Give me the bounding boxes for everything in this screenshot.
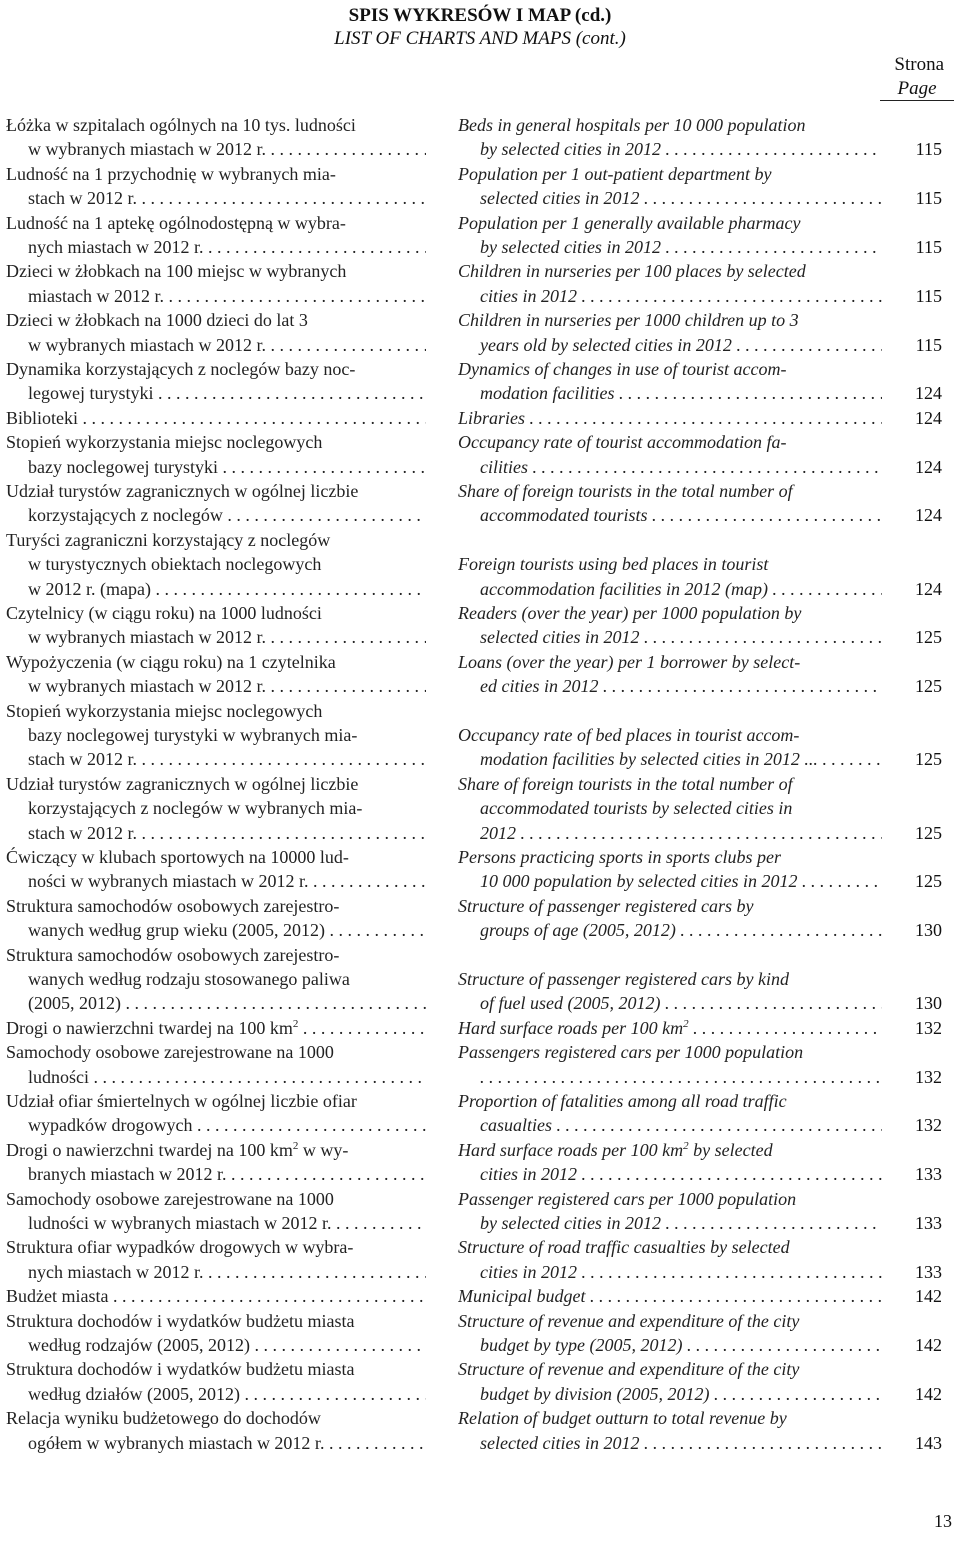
entry-title-polish: [6, 211, 426, 260]
entry-page-number: 132: [915, 1066, 942, 1087]
entry-line-polish: Udział turystów zagranicznych w ogólnej liczbie: [6, 773, 359, 794]
entry-line-polish: Biblioteki . . .: [6, 406, 426, 430]
page-titles: [0, 4, 960, 50]
entry-page-number: 115: [915, 285, 942, 306]
entry-line-polish: w wybranych miastach w 2012 r. . . .: [6, 137, 426, 161]
entry-line-english: Structure of revenue and expenditure of the city: [458, 1359, 800, 1380]
entry-page-number: 132: [915, 1017, 942, 1038]
entry-line-polish: w wybranych miastach w 2012 r. . . .: [6, 674, 426, 698]
entry-line-polish: Struktura samochodów osobowych zarejestro-: [6, 944, 340, 965]
entry-line-polish: Ludność na 1 przychodnię w wybranych mia-: [6, 163, 336, 184]
entry-page-number: 125: [915, 749, 942, 770]
entry-line-english: Relation of budget outturn to total revenue by: [458, 1408, 787, 1429]
entry-line-english: Persons practicing sports in sports clubs per: [458, 847, 782, 867]
entry-line-english: Share of foreign tourists in the total number of: [458, 773, 793, 794]
entry-line-polish: Struktura dochodów i wydatków budżetu miasta: [6, 1310, 355, 1331]
toc-entry[interactable]: [6, 1357, 950, 1406]
entry-line-english: Beds in general hospitals per 10 000 population: [458, 115, 806, 135]
entry-line-english: [458, 943, 882, 967]
toc-entry[interactable]: [6, 1138, 950, 1187]
toc-entry[interactable]: [6, 1089, 950, 1138]
toc-entry[interactable]: [6, 357, 950, 406]
entry-line-polish: Drogi o nawierzchni twardej na 100 $km^2$ . . .: [6, 1016, 426, 1040]
toc-entry[interactable]: [6, 699, 950, 772]
entry-line-english: 2012 . . .: [458, 821, 882, 845]
entry-title-polish: [6, 845, 426, 894]
entry-page-number: 133: [915, 1212, 942, 1233]
entry-line-english: by selected cities in 2012 . . .: [458, 1211, 882, 1235]
entry-line-polish: Relacja wyniku budżetowego do dochodów: [6, 1408, 321, 1429]
toc-entry[interactable]: [6, 430, 950, 479]
entry-line-english: modation facilities by selected cities in 2012 ... . . .: [458, 747, 882, 771]
entry-title-polish: [6, 650, 426, 699]
entry-line-polish: ludności . . .: [6, 1065, 426, 1089]
entry-line-polish: Wypożyczenia (w ciągu roku) na 1 czytelnika: [6, 651, 336, 672]
entry-line-english: Structure of road traffic casualties by selected: [458, 1237, 790, 1258]
entry-line-polish: Turyści zagraniczni korzystający z noclegów: [6, 529, 331, 550]
entry-title-english: [458, 894, 882, 943]
entry-line-english: selected cities in 2012 . . .: [458, 625, 882, 649]
entry-line-polish: Struktura dochodów i wydatków budżetu miasta: [6, 1359, 355, 1380]
entry-page-number: 130: [915, 993, 942, 1014]
entry-line-polish: wypadków drogowych . . .: [6, 1113, 426, 1137]
entry-line-polish: nych miastach w 2012 r. . . .: [6, 1260, 426, 1284]
title-english: LIST OF CHARTS AND MAPS (cont.): [334, 28, 626, 49]
entry-line-polish: Udział ofiar śmiertelnych w ogólnej liczbie ofiar: [6, 1091, 357, 1111]
entry-line-polish: Dzieci w żłobkach na 1000 dzieci do lat 3: [6, 310, 308, 331]
entry-line-polish: Dynamika korzystających z noclegów bazy noc-: [6, 359, 356, 379]
entry-title-polish: [6, 1016, 426, 1040]
entry-title-english: [458, 650, 882, 699]
entry-title-english: [458, 1235, 882, 1284]
entry-line-english: Proportion of fatalities among all road traffic: [458, 1091, 787, 1111]
entry-title-polish: [6, 1089, 426, 1138]
entry-title-english: [458, 1406, 882, 1455]
entry-line-english: modation facilities . . .: [458, 381, 882, 405]
entry-line-english: Municipal budget . . .: [458, 1284, 882, 1308]
entry-title-polish: [6, 943, 426, 1016]
entry-line-english: Population per 1 generally available pharmacy: [458, 212, 801, 233]
entry-title-polish: [6, 259, 426, 308]
entry-title-polish: [6, 1284, 426, 1308]
entry-line-polish: Stopień wykorzystania miejsc noclegowych: [6, 700, 323, 721]
entry-line-english: Children in nurseries per 1000 children up to 3: [458, 310, 799, 331]
entry-page-number: 130: [915, 920, 942, 941]
entry-page-number: 115: [915, 188, 942, 209]
toc-entry[interactable]: [6, 894, 950, 943]
entry-page-number: 115: [915, 334, 942, 355]
entry-title-polish: [6, 308, 426, 357]
entry-title-english: [458, 772, 882, 845]
title-polish: SPIS WYKRESÓW I MAP (cd.): [348, 5, 612, 26]
entry-line-polish: wanych według grup wieku (2005, 2012) . . .: [6, 918, 426, 942]
entry-line-polish: Budżet miasta . . .: [6, 1284, 426, 1308]
entry-line-english: Readers (over the year) per 1000 population by: [458, 603, 802, 623]
entry-title-polish: [6, 113, 426, 162]
entry-title-polish: [6, 406, 426, 430]
toc-entry[interactable]: [6, 1284, 950, 1308]
entry-line-polish: Udział turystów zagranicznych w ogólnej liczbie: [6, 481, 359, 501]
entry-line-english: Children in nurseries per 100 places by selected: [458, 261, 806, 282]
entry-line-polish: według rodzajów (2005, 2012) . . .: [6, 1333, 426, 1357]
toc-entry[interactable]: [6, 113, 950, 162]
entry-line-english: by selected cities in 2012 . . .: [458, 235, 882, 259]
entry-title-polish: [6, 528, 426, 601]
entry-title-english: [458, 1357, 882, 1406]
entry-title-english: [458, 1309, 882, 1358]
entry-title-polish: [6, 699, 426, 772]
entry-line-english: [458, 1065, 882, 1089]
entry-page-number: 142: [915, 1286, 942, 1307]
entry-line-english: cities in 2012 . . .: [458, 1260, 882, 1284]
column-header-page: Page: [880, 78, 954, 101]
entry-line-polish: ludności w wybranych miastach w 2012 r. . . .: [6, 1211, 426, 1235]
toc-entry[interactable]: [6, 601, 950, 650]
entry-line-english: [458, 699, 882, 723]
entry-page-number: 125: [915, 627, 942, 648]
entry-title-english: [458, 1089, 882, 1138]
entry-title-polish: [6, 772, 426, 845]
entry-line-polish: miastach w 2012 r. . . .: [6, 284, 426, 308]
entry-line-english: Structure of revenue and expenditure of the city: [458, 1310, 800, 1331]
entry-line-polish: korzystających z noclegów w wybranych mia-: [28, 798, 363, 819]
entry-line-english: Dynamics of changes in use of tourist accom-: [458, 359, 787, 379]
entry-page-number: 115: [915, 236, 942, 257]
entry-line-english: Hard surface roads per 100 $km^2$ . . .: [458, 1016, 882, 1040]
entry-line-polish: ogółem w wybranych miastach w 2012 r. . . .: [6, 1431, 426, 1455]
entry-title-polish: [6, 1235, 426, 1284]
toc-entry[interactable]: [6, 1187, 950, 1236]
entry-line-polish: Czytelnicy (w ciągu roku) na 1000 ludności: [6, 603, 322, 623]
toc-entry[interactable]: [6, 1040, 950, 1089]
entry-line-polish: stach w 2012 r. . . .: [6, 821, 426, 845]
entry-line-english: Hard surface roads per 100 $km^2$ by selected: [458, 1139, 773, 1160]
entry-line-english: by selected cities in 2012 . . .: [458, 137, 882, 161]
toc-entry[interactable]: [6, 308, 950, 357]
entry-title-polish: [6, 1138, 426, 1187]
entry-title-english: [458, 259, 882, 308]
entry-title-english: [458, 845, 882, 894]
entry-title-polish: [6, 357, 426, 406]
entry-title-polish: [6, 1187, 426, 1236]
entry-title-english: [458, 479, 882, 528]
entry-page-number: 142: [915, 1383, 942, 1404]
entry-line-polish: w wybranych miastach w 2012 r. . . .: [6, 333, 426, 357]
entry-page-number: 124: [915, 383, 942, 404]
page-number: 13: [934, 1511, 952, 1531]
entry-title-polish: [6, 1406, 426, 1455]
entry-line-polish: w 2012 r. (mapa) . . .: [6, 577, 426, 601]
toc-entry[interactable]: [6, 479, 950, 528]
entry-line-english: [458, 528, 882, 552]
toc-entry[interactable]: [6, 1235, 950, 1284]
entry-line-polish: Dzieci w żłobkach na 100 miejsc w wybranych: [6, 261, 347, 282]
entry-title-polish: [6, 1309, 426, 1358]
entry-line-polish: bazy noclegowej turystyki . . .: [6, 455, 426, 479]
entry-line-polish: Struktura ofiar wypadków drogowych w wybra-: [6, 1237, 354, 1258]
entry-line-english: Occupancy rate of bed places in tourist accom-: [458, 725, 800, 745]
entry-title-english: [458, 943, 882, 1016]
entry-line-english: selected cities in 2012 . . .: [458, 186, 882, 210]
entry-line-english: budget by division (2005, 2012) . . .: [458, 1382, 882, 1406]
entry-line-polish: legowej turystyki . . .: [6, 381, 426, 405]
entry-line-polish: Samochody osobowe zarejestrowane na 1000: [6, 1188, 334, 1209]
entry-title-english: [458, 308, 882, 357]
toc-entry[interactable]: [6, 650, 950, 699]
toc-entry[interactable]: [6, 162, 950, 211]
entry-line-english: accommodated tourists by selected cities in: [480, 798, 793, 819]
entry-title-polish: [6, 430, 426, 479]
entry-line-polish: Struktura samochodów osobowych zarejestro-: [6, 895, 340, 916]
column-header-strona: Strona: [894, 54, 944, 75]
entry-page-number: 125: [915, 822, 942, 843]
entry-line-english: cities in 2012 . . .: [458, 1162, 882, 1186]
entry-page-number: 133: [915, 1261, 942, 1282]
entry-title-english: [458, 1138, 882, 1187]
entry-page-number: 124: [915, 407, 942, 428]
toc-entry[interactable]: [6, 1016, 950, 1040]
entry-line-english: Passengers registered cars per 1000 population: [458, 1042, 804, 1063]
entry-page-number: 125: [915, 676, 942, 697]
entry-title-english: [458, 1016, 882, 1040]
entry-line-polish: wanych według rodzaju stosowanego paliwa: [28, 969, 350, 989]
entry-title-english: [458, 1040, 882, 1089]
entry-title-english: [458, 1187, 882, 1236]
entry-title-english: [458, 113, 882, 162]
entry-line-polish: Stopień wykorzystania miejsc noclegowych: [6, 432, 323, 453]
toc-entry[interactable]: [6, 259, 950, 308]
entry-title-english: [458, 430, 882, 479]
entry-page-number: 143: [915, 1432, 942, 1453]
entry-line-polish: Ćwiczący w klubach sportowych na 10000 lud-: [6, 847, 349, 867]
entry-title-polish: [6, 479, 426, 528]
entry-page-number: 125: [915, 871, 942, 892]
entry-line-english: Foreign tourists using bed places in tourist: [458, 554, 769, 575]
entry-line-english: years old by selected cities in 2012 . . .: [458, 333, 882, 357]
entry-line-english: accommodated tourists . . .: [458, 503, 882, 527]
entry-line-english: cities in 2012 . . .: [458, 284, 882, 308]
entry-line-english: Structure of passenger registered cars by kind: [458, 969, 789, 989]
entry-line-english: Share of foreign tourists in the total number of: [458, 481, 793, 501]
entry-title-polish: [6, 162, 426, 211]
entry-title-polish: [6, 894, 426, 943]
entry-line-polish: Samochody osobowe zarejestrowane na 1000: [6, 1042, 334, 1063]
entry-page-number: 132: [915, 1115, 942, 1136]
entry-line-polish: branych miastach w 2012 r. . . .: [6, 1162, 426, 1186]
entry-line-polish: Ludność na 1 aptekę ogólnodostępną w wybra-: [6, 212, 346, 233]
entry-line-english: accommodation facilities in 2012 (map) . . .: [458, 577, 882, 601]
entry-title-english: [458, 601, 882, 650]
entry-line-english: Occupancy rate of tourist accommodation fa-: [458, 432, 787, 453]
entry-title-polish: [6, 601, 426, 650]
entry-line-english: casualties . . .: [458, 1113, 882, 1137]
entry-line-english: cilities . . .: [458, 455, 882, 479]
entry-title-english: [458, 699, 882, 772]
entry-page-number: 115: [915, 139, 942, 160]
entry-line-polish: (2005, 2012) . . .: [6, 991, 426, 1015]
toc-entry[interactable]: [6, 845, 950, 894]
entry-line-english: selected cities in 2012 . . .: [458, 1431, 882, 1455]
entry-title-english: [458, 1284, 882, 1308]
entry-line-english: budget by type (2005, 2012) . . .: [458, 1333, 882, 1357]
entry-line-polish: stach w 2012 r. . . .: [6, 186, 426, 210]
entry-title-english: [458, 162, 882, 211]
entry-line-polish: ności w wybranych miastach w 2012 r. . . .: [6, 869, 426, 893]
entry-line-english: of fuel used (2005, 2012) . . .: [458, 991, 882, 1015]
entry-title-english: [458, 211, 882, 260]
entry-line-english: groups of age (2005, 2012) . . .: [458, 918, 882, 942]
entry-title-polish: [6, 1040, 426, 1089]
entry-line-english: Structure of passenger registered cars by: [458, 895, 754, 916]
entry-title-english: [458, 528, 882, 601]
toc-entry[interactable]: [6, 1406, 950, 1455]
entry-line-polish: Drogi o nawierzchni twardej na 100 $km^2$ w wy-: [6, 1139, 349, 1160]
entry-line-polish: stach w 2012 r. . . .: [6, 747, 426, 771]
entry-page-number: 142: [915, 1334, 942, 1355]
entry-line-english: Loans (over the year) per 1 borrower by select-: [458, 651, 801, 672]
entry-title-english: [458, 406, 882, 430]
toc-entry[interactable]: [6, 211, 950, 260]
entry-line-polish: według działów (2005, 2012) . . .: [6, 1382, 426, 1406]
entry-line-polish: w wybranych miastach w 2012 r. . . .: [6, 625, 426, 649]
entry-page-number: 124: [915, 505, 942, 526]
entry-line-english: Libraries . . .: [458, 406, 882, 430]
entry-page-number: 124: [915, 456, 942, 477]
entry-line-polish: korzystających z noclegów . . .: [6, 503, 426, 527]
toc-entry[interactable]: [6, 772, 950, 845]
toc-entry[interactable]: [6, 406, 950, 430]
entry-line-english: Population per 1 out-patient department by: [458, 163, 772, 184]
entry-line-polish: nych miastach w 2012 r. . . .: [6, 235, 426, 259]
entry-line-english: 10 000 population by selected cities in 2012 . . .: [458, 869, 882, 893]
entry-title-english: [458, 357, 882, 406]
entry-line-polish: w turystycznych obiektach noclegowych: [28, 554, 322, 575]
toc-entry[interactable]: [6, 528, 950, 601]
entry-title-polish: [6, 1357, 426, 1406]
entry-line-polish: Łóżka w szpitalach ogólnych na 10 tys. ludności: [6, 115, 356, 135]
entry-line-polish: bazy noclegowej turystyki w wybranych mia-: [28, 725, 358, 745]
entry-page-number: 124: [915, 578, 942, 599]
entry-line-english: ed cities in 2012 . . .: [458, 674, 882, 698]
toc-entry[interactable]: [6, 943, 950, 1016]
toc-entry[interactable]: [6, 1309, 950, 1358]
entry-page-number: 133: [915, 1164, 942, 1185]
entry-line-english: Passenger registered cars per 1000 population: [458, 1188, 797, 1209]
